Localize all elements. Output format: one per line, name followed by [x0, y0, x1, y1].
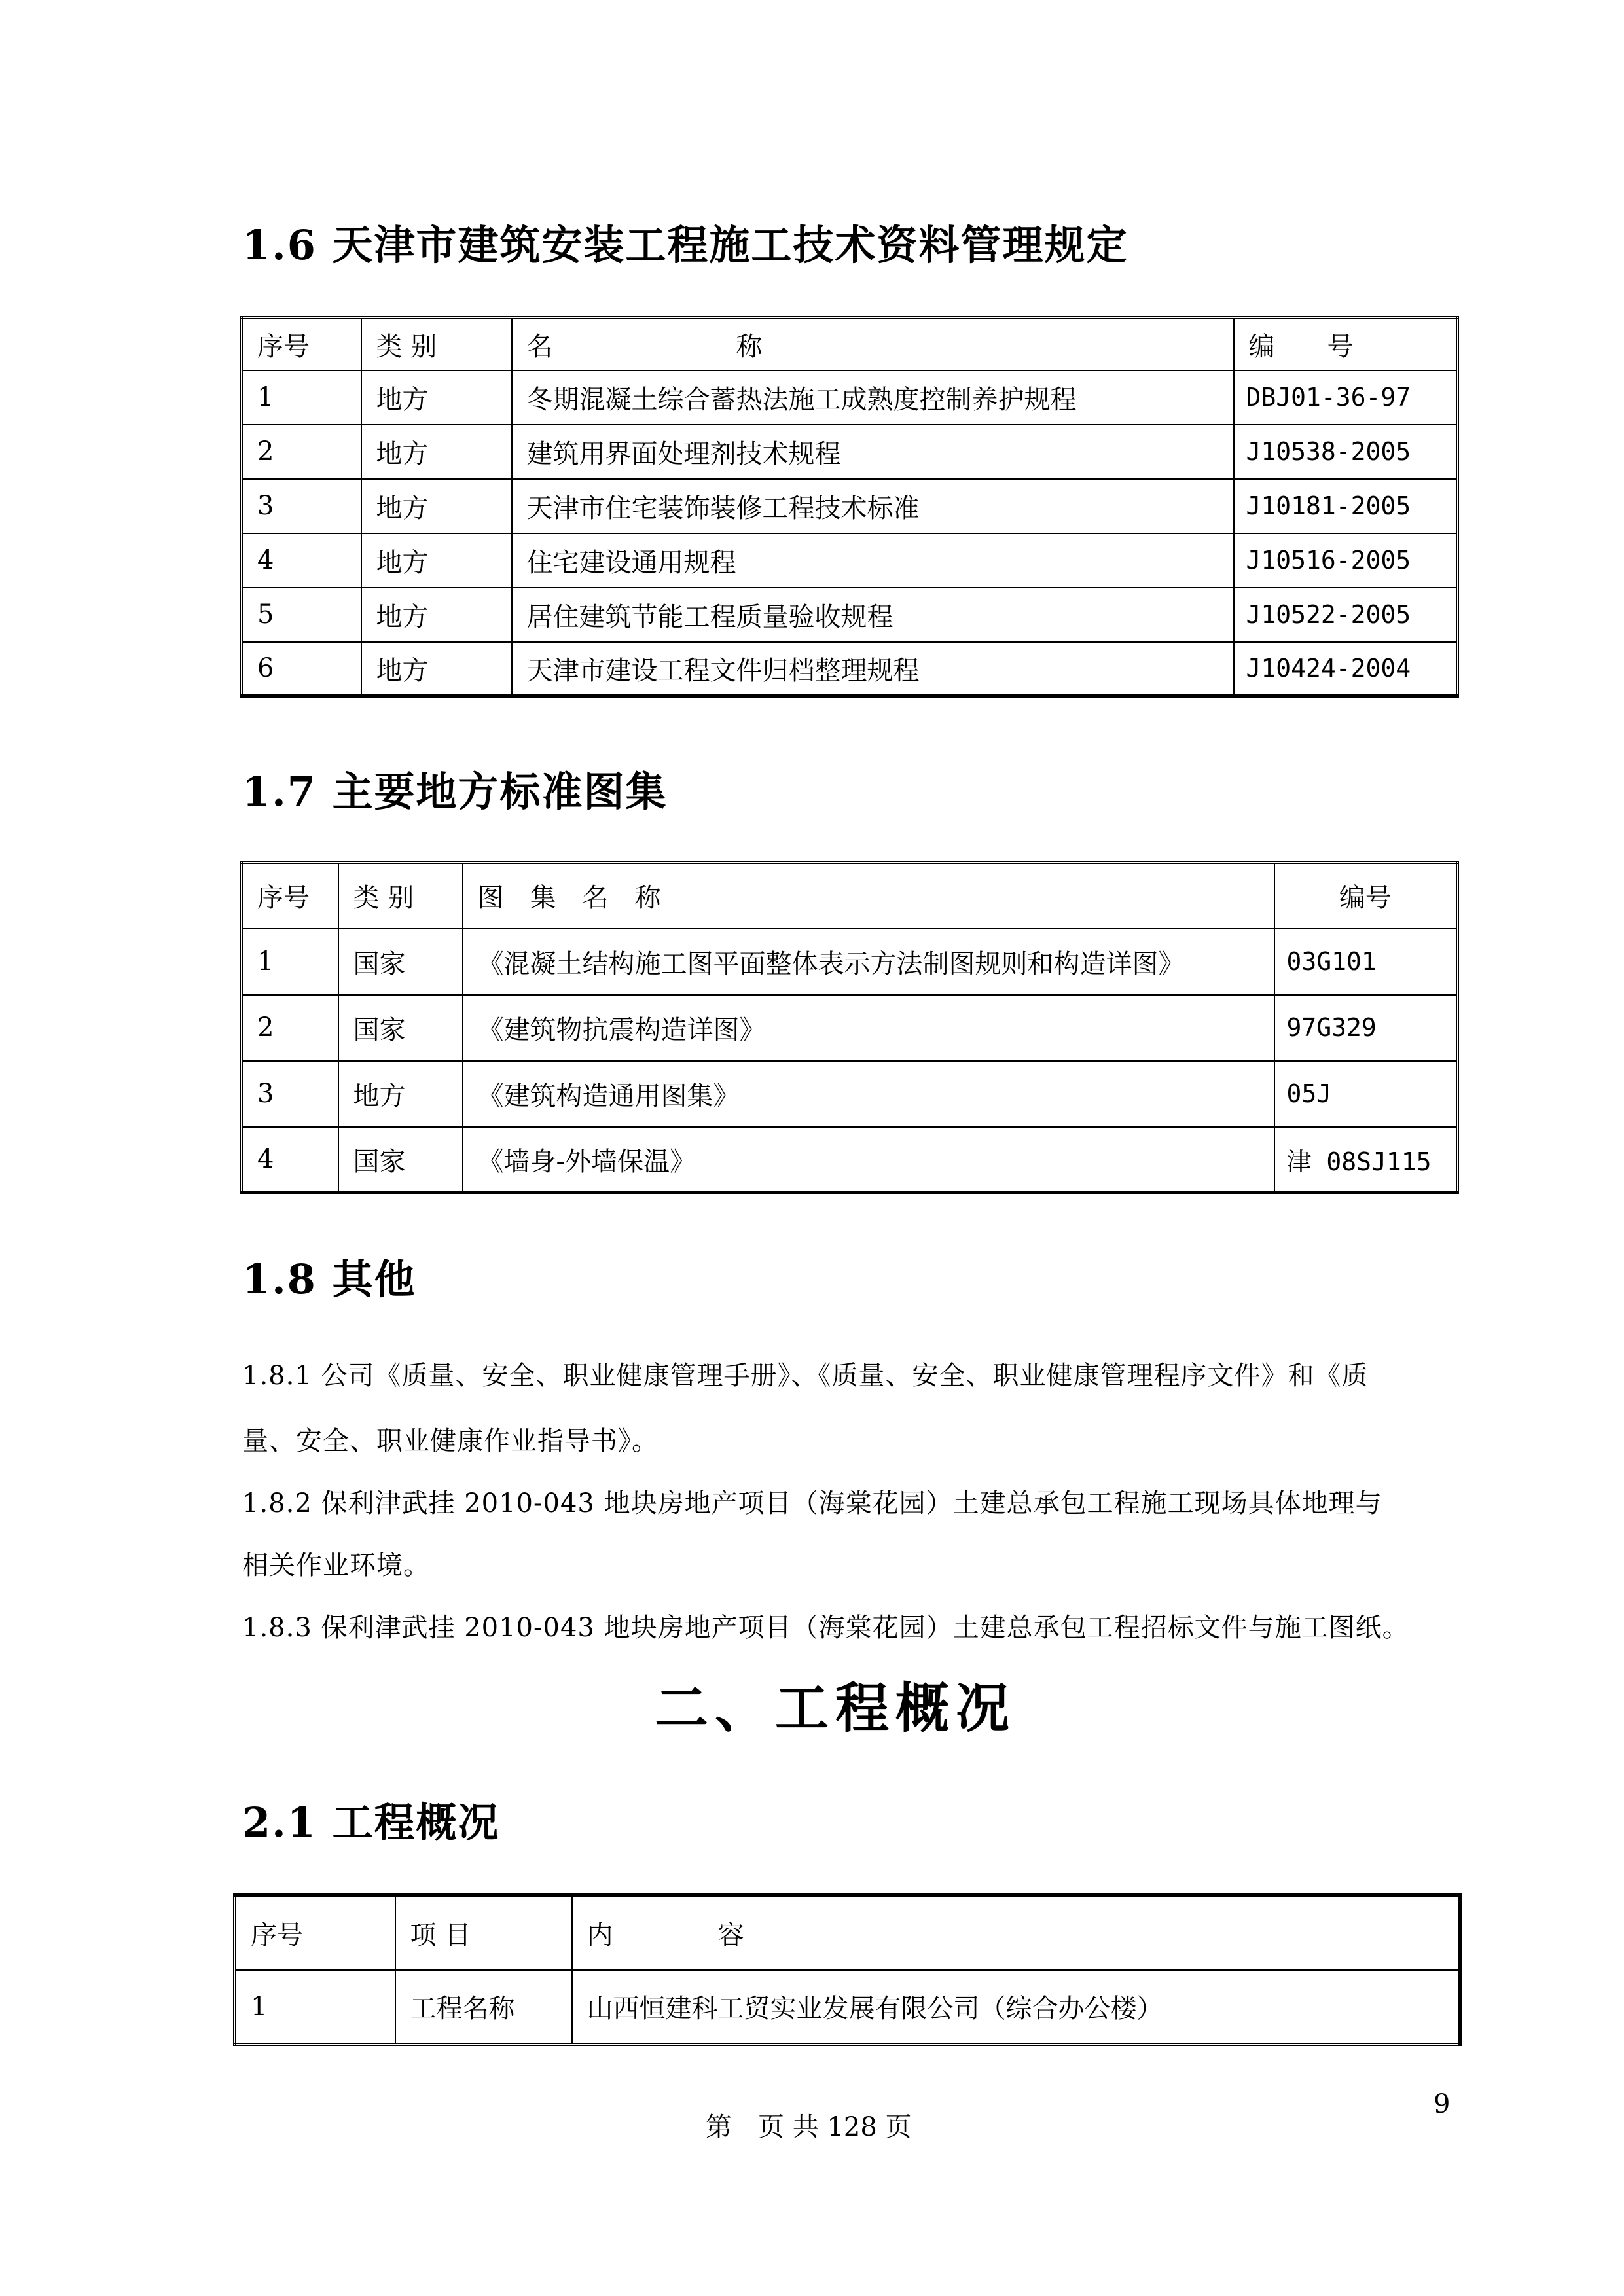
cell-no: 4 [242, 1127, 338, 1193]
paragraph-line: 相关作业环境。 [242, 1551, 430, 1581]
table-row [235, 1970, 1460, 2045]
section-1-6-heading: 1.6 天津市建筑安装工程施工技术资料管理规定 [242, 221, 1128, 269]
cell-code: J10516-2005 [1234, 533, 1458, 588]
cell-item: 工程名称 [395, 1970, 572, 2045]
section-2-1-heading: 2.1 工程概况 [242, 1799, 500, 1846]
table-row [242, 995, 1458, 1061]
cell-code: J10522-2005 [1234, 588, 1458, 642]
cell-category: 地方 [361, 479, 512, 533]
page-number: 9 [1434, 2089, 1451, 2119]
atlas-table [240, 861, 1459, 1194]
table-header-row [242, 318, 1458, 370]
section-1-8-heading: 1.8 其他 [242, 1255, 416, 1303]
table-row [242, 929, 1458, 995]
header-cell: 图 集 名 称 [463, 863, 1274, 929]
table-row [242, 533, 1458, 588]
paragraph-line: 1.8.1 公司《质量、安全、职业健康管理手册》、《质量、安全、职业健康管理程序文件》和《质 [242, 1361, 1369, 1391]
cell-category: 地方 [361, 425, 512, 479]
cell-name: 《混凝土结构施工图平面整体表示方法制图规则和构造详图》 [463, 929, 1274, 995]
cell-code: J10424-2004 [1234, 642, 1458, 696]
cell-no: 2 [242, 995, 338, 1061]
table-row [242, 588, 1458, 642]
cell-name: 《建筑物抗震构造详图》 [463, 995, 1274, 1061]
cell-name: 居住建筑节能工程质量验收规程 [512, 588, 1234, 642]
header-cell: 内 容 [572, 1895, 1460, 1970]
chapter-2-title: 二、工程概况 [655, 1677, 1017, 1740]
cell-category: 地方 [361, 642, 512, 696]
cell-category: 国家 [338, 995, 463, 1061]
cell-category: 国家 [338, 1127, 463, 1193]
table-row [242, 479, 1458, 533]
cell-name: 冬期混凝土综合蓄热法施工成熟度控制养护规程 [512, 370, 1234, 425]
cell-category: 地方 [361, 588, 512, 642]
header-cell: 编号 [1274, 863, 1458, 929]
cell-code: DBJ01-36-97 [1234, 370, 1458, 425]
table-row [242, 425, 1458, 479]
header-cell: 编 号 [1234, 318, 1458, 370]
cell-name: 《建筑构造通用图集》 [463, 1061, 1274, 1127]
cell-name: 《墙身-外墙保温》 [463, 1127, 1274, 1193]
cell-name: 天津市建设工程文件归档整理规程 [512, 642, 1234, 696]
header-cell: 项 目 [395, 1895, 572, 1970]
cell-name: 住宅建设通用规程 [512, 533, 1234, 588]
header-cell: 名 称 [512, 318, 1234, 370]
table-row [242, 1127, 1458, 1193]
standards-table [240, 316, 1459, 698]
overview-table [233, 1893, 1462, 2046]
cell-code: 03G101 [1274, 929, 1458, 995]
cell-code: 97G329 [1274, 995, 1458, 1061]
table-row [242, 370, 1458, 425]
page-footer-pager: 第 页 共 128 页 [706, 2112, 912, 2142]
cell-category: 国家 [338, 929, 463, 995]
cell-no: 2 [242, 425, 361, 479]
cell-category: 地方 [361, 370, 512, 425]
paragraph-line: 1.8.2 保利津武挂 2010-043 地块房地产项目（海棠花园）土建总承包工程施工现场具体地理与 [242, 1488, 1382, 1518]
cell-content: 山西恒建科工贸实业发展有限公司（综合办公楼） [572, 1970, 1460, 2045]
paragraph-line: 量、安全、职业健康作业指导书》。 [242, 1426, 659, 1456]
cell-code: J10181-2005 [1234, 479, 1458, 533]
cell-no: 3 [242, 1061, 338, 1127]
header-cell: 类 别 [361, 318, 512, 370]
header-cell: 类 别 [338, 863, 463, 929]
paragraph-line: 1.8.3 保利津武挂 2010-043 地块房地产项目（海棠花园）土建总承包工程招标文件与施工图纸。 [242, 1613, 1409, 1643]
cell-name: 天津市住宅装饰装修工程技术标准 [512, 479, 1234, 533]
cell-name: 建筑用界面处理剂技术规程 [512, 425, 1234, 479]
cell-no: 1 [235, 1970, 395, 2045]
table-header-row [242, 863, 1458, 929]
table-row [242, 1061, 1458, 1127]
header-cell: 序号 [235, 1895, 395, 1970]
table-row [242, 642, 1458, 696]
cell-no: 5 [242, 588, 361, 642]
cell-code: 05J [1274, 1061, 1458, 1127]
cell-category: 地方 [338, 1061, 463, 1127]
cell-category: 地方 [361, 533, 512, 588]
cell-no: 4 [242, 533, 361, 588]
header-cell: 序号 [242, 318, 361, 370]
table-header-row [235, 1895, 1460, 1970]
section-1-7-heading: 1.7 主要地方标准图集 [242, 768, 668, 816]
header-cell: 序号 [242, 863, 338, 929]
cell-code: 津 08SJ115 [1274, 1127, 1458, 1193]
cell-code: J10538-2005 [1234, 425, 1458, 479]
cell-no: 6 [242, 642, 361, 696]
cell-no: 1 [242, 370, 361, 425]
cell-no: 3 [242, 479, 361, 533]
cell-no: 1 [242, 929, 338, 995]
